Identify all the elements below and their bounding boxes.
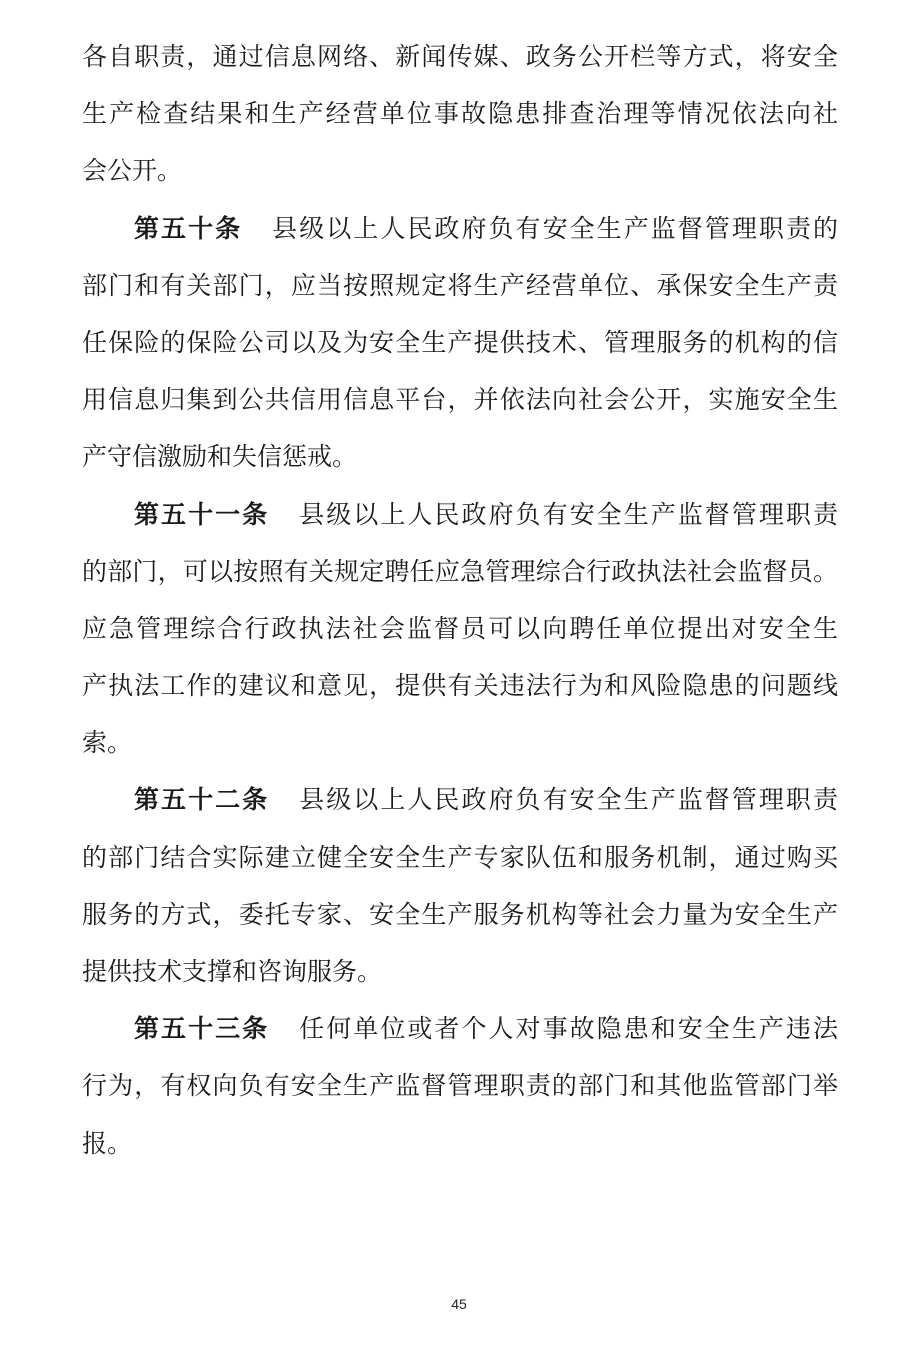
text-segment: 县级以上人民政府负有安全生产监督管理职责	[299, 785, 838, 815]
paragraph	[82, 28, 838, 200]
text-line: 任保险的保险公司以及为安全生产提供技术、管理服务的机构的信	[82, 327, 838, 357]
page-number: 45	[451, 1296, 467, 1312]
text-segment: 县级以上人民政府负有安全生产监督管理职责的	[272, 213, 838, 243]
text-line: 各自职责，通过信息网络、新闻传媒、政务公开栏等方式，将安全	[82, 42, 838, 71]
article-title: 第五十三条	[134, 1014, 270, 1044]
text-segment: 任何单位或者个人对事故隐患和安全生产违法	[299, 1014, 838, 1044]
text-line: 的部门结合实际建立健全安全生产专家队伍和服务机制，通过购买	[82, 842, 838, 872]
article-title: 第五十一条	[134, 499, 270, 529]
article-52	[82, 771, 838, 1000]
text-line	[82, 1000, 838, 1057]
text-line	[82, 486, 838, 543]
text-line: 应急管理综合行政执法社会监督员可以向聘任单位提出对安全生	[82, 613, 838, 643]
text-line: 的部门，可以按照有关规定聘任应急管理综合行政执法社会监督员。	[82, 556, 838, 586]
article-53	[82, 1000, 838, 1172]
text-line: 行为，有权向负有安全生产监督管理职责的部门和其他监管部门举	[82, 1071, 838, 1101]
article-title: 第五十条	[134, 213, 243, 243]
article-50	[82, 200, 838, 486]
text-line: 部门和有关部门，应当按照规定将生产经营单位、承保安全生产责	[82, 270, 838, 300]
text-line: 提供技术支撑和咨询服务。	[82, 957, 383, 986]
article-51	[82, 486, 838, 772]
text-line: 会公开。	[82, 156, 183, 186]
text-line	[82, 200, 838, 257]
text-line	[82, 771, 838, 828]
text-line: 报。	[82, 1128, 133, 1158]
document-body	[82, 28, 838, 1172]
article-title: 第五十二条	[134, 785, 270, 815]
text-segment: 县级以上人民政府负有安全生产监督管理职责	[299, 499, 838, 529]
text-line: 产执法工作的建议和意见，提供有关违法行为和风险隐患的问题线	[82, 671, 838, 701]
text-line: 服务的方式，委托专家、安全生产服务机构等社会力量为安全生产	[82, 899, 838, 929]
text-line: 索。	[82, 728, 133, 758]
text-line: 生产检查结果和生产经营单位事故隐患排查治理等情况依法向社	[82, 99, 838, 129]
text-line: 产守信激励和失信惩戒。	[82, 442, 358, 472]
text-line: 用信息归集到公共信用信息平台，并依法向社会公开，实施安全生	[82, 385, 838, 415]
